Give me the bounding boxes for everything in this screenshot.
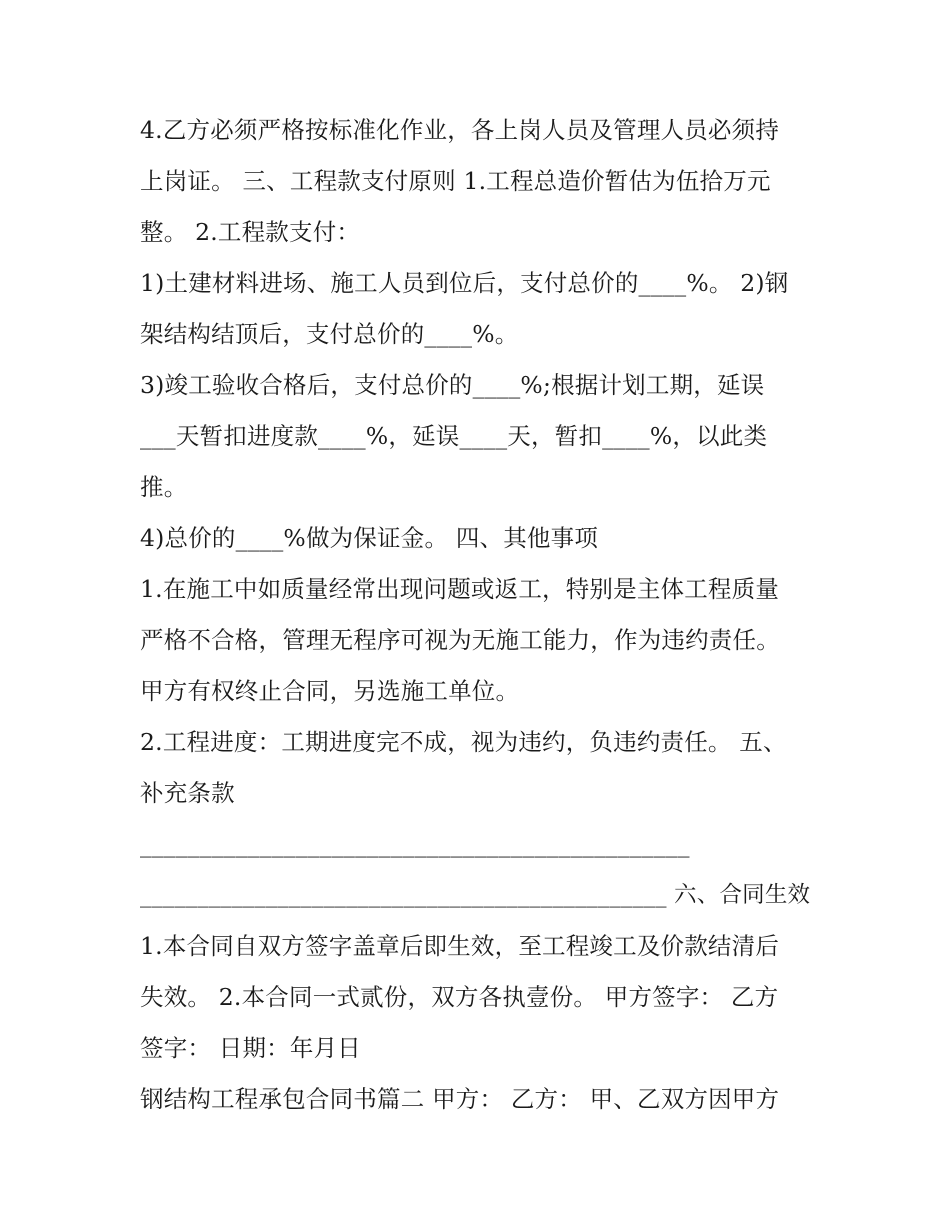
- text-line-7: ___天暂扣进度款____%，延误____天，暂扣____%，以此类: [140, 422, 768, 450]
- text-line-1: 4.乙方必须严格按标准化作业，各上岗人员及管理人员必须持: [140, 116, 780, 144]
- blank-fill-line-1: ______________________________________________: [140, 830, 690, 858]
- text-line-14: 补充条款: [140, 779, 235, 807]
- text-line-18: 失效。 2.本合同一式贰份，双方各执壹份。 甲方签字： 乙方: [140, 983, 779, 1011]
- text-line-20: 钢结构工程承包合同书篇二 甲方： 乙方： 甲、乙双方因甲方: [140, 1085, 780, 1113]
- text-line-2: 上岗证。 三、工程款支付原则 1.工程总造价暂估为伍拾万元: [140, 167, 771, 195]
- text-line-8: 推。: [140, 473, 188, 501]
- text-line-13: 2.工程进度：工期进度完不成，视为违约，负违约责任。 五、: [140, 728, 787, 756]
- blank-fill-line-2: ______________________________________________ 六、合同生效: [140, 882, 811, 908]
- text-line-6: 3)竣工验收合格后，支付总价的____%;根据计划工期，延误: [140, 371, 765, 399]
- text-line-4: 1)土建材料进场、施工人员到位后，支付总价的____%。 2)钢: [140, 269, 789, 297]
- text-line-17: 1.本合同自双方签字盖章后即生效，至工程竣工及价款结清后: [140, 932, 780, 960]
- text-line-19: 签字： 日期：年月日: [140, 1034, 361, 1062]
- text-line-5: 架结构结顶后，支付总价的____%。: [140, 320, 519, 348]
- text-line-11: 严格不合格，管理无程序可视为无施工能力，作为违约责任。: [140, 626, 780, 654]
- text-line-9: 4)总价的____%做为保证金。 四、其他事项: [140, 524, 599, 552]
- text-line-3: 整。 2.工程款支付：: [140, 218, 361, 246]
- text-line-12: 甲方有权终止合同，另选施工单位。: [140, 677, 520, 705]
- contract-body-text: [140, 105, 812, 1125]
- text-line-10: 1.在施工中如质量经常出现问题或返工，特别是主体工程质量: [140, 575, 780, 603]
